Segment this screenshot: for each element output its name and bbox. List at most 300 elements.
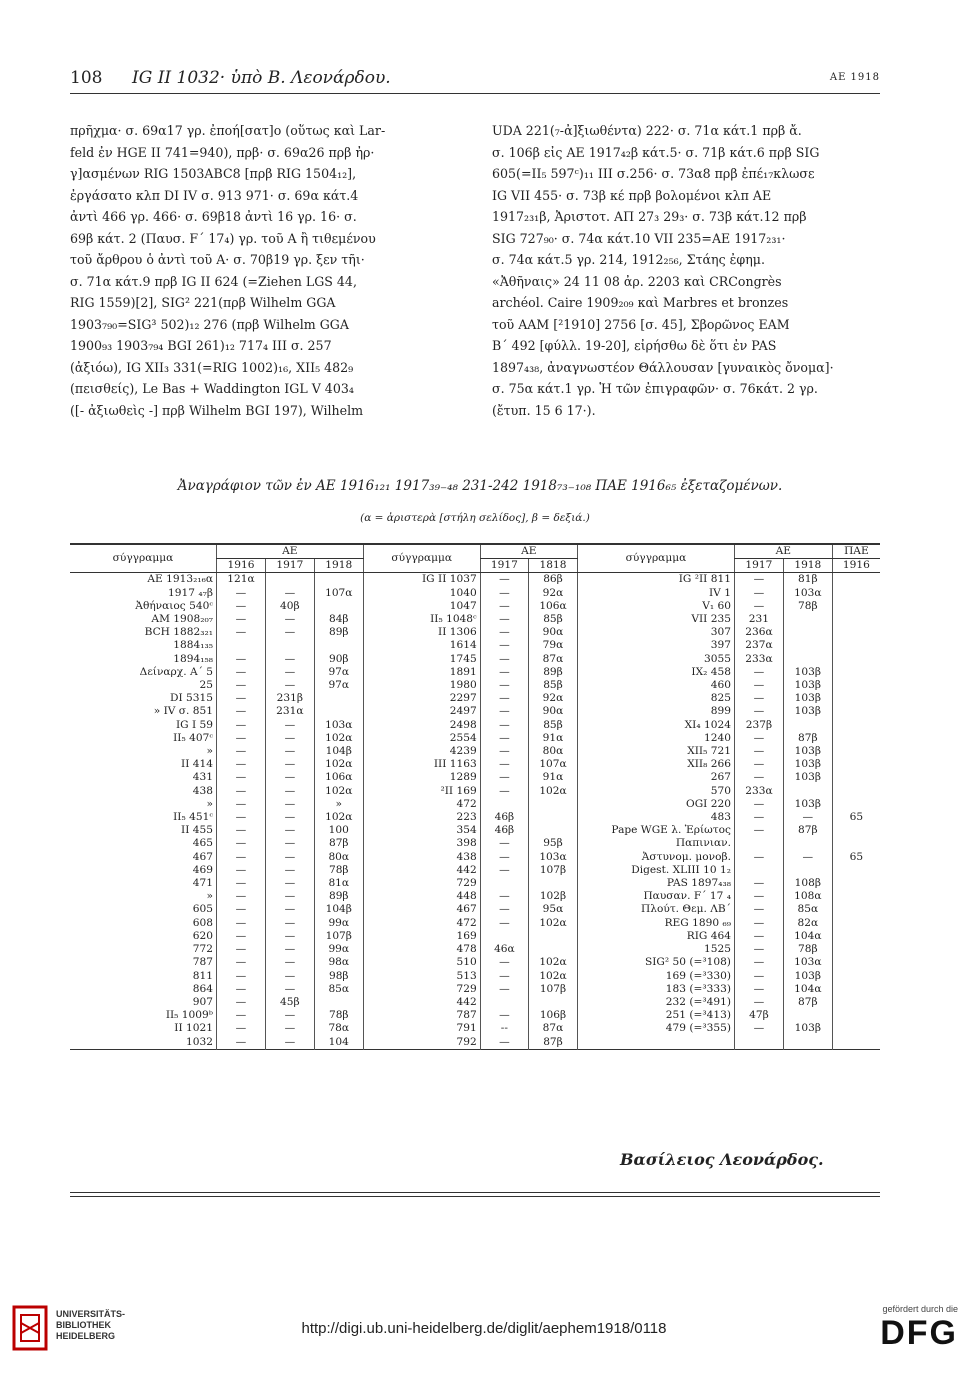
table-cell: » [206,797,213,810]
table-cell: IG II 1037 [363,573,480,587]
table-cell: 40β [265,600,314,613]
table-cell [577,1036,734,1050]
table-cell: — [265,930,314,943]
table-cell: 825 [577,692,734,705]
table-cell: 448 [363,890,480,903]
table-row [70,639,880,652]
table-cell: II₅ 407ᶜ [173,731,213,744]
table-cell: 107α [314,587,363,600]
table-cell: — [217,626,266,639]
table-cell: 80α [529,745,578,758]
table-cell: 25 [199,679,213,692]
table-cell: 103β [783,745,832,758]
table-cell: — [734,996,783,1009]
table-cell: — [217,837,266,850]
table-cell: 46β [480,824,528,837]
table-cell: 620 [192,929,213,942]
table-cell: — [217,785,266,798]
table-cell: — [734,771,783,784]
table-cell: — [734,956,783,969]
source-url-link[interactable]: http://digi.ub.uni-heidelberg.de/diglit/aephem1918/0118 [301,1320,667,1337]
table-cell: VII 235 [577,613,734,626]
table-cell [529,996,578,1009]
table-cell: — [734,705,783,718]
table-cell: — [265,877,314,890]
table-cell [783,626,832,639]
table-cell [832,877,880,890]
table-cell: 87β [529,1036,578,1050]
table-cell [832,653,880,666]
table-cell: — [480,692,528,705]
table-cell: 102α [314,785,363,798]
col-header-syggramma-3: σύγγραμμα [577,544,734,573]
group-header-ae-1: ΑΕ [217,544,364,559]
table-cell: — [734,877,783,890]
text-line: 1903₇₉₀=SIG³ 502)₁₂ 276 (πρβ Wilhelm GGA [70,316,349,332]
table-cell: 438 [192,784,213,797]
table-cell: 102α [529,956,578,969]
table-cell: 431 [192,771,213,784]
text-line: RIG 1559)[2], SIG² 221(πρβ Wilhelm GGA [70,295,336,310]
table-cell: 98β [314,970,363,983]
text-line: feld ἐν HGE II 741=940), πρβ· σ. 69α26 πρβ ἠρ· [70,144,375,160]
left-text-column [70,120,458,421]
table-cell: — [480,719,528,732]
table-cell: 65 [832,811,880,824]
table-cell: 102α [314,758,363,771]
table-cell [832,864,880,877]
table-row [70,943,880,956]
table-cell [832,917,880,930]
text-line: τοῦ ἄρθρου ὁ ἀντὶ τοῦ Α· σ. 70β19 γρ. ξεν τῆι· [70,252,365,267]
table-cell: — [480,626,528,639]
table-cell: 81α [314,877,363,890]
year-1917-b: 1917 [480,559,528,573]
table-cell: SIG² 50 (=³108) [577,956,734,969]
table-cell: IV 1 [577,587,734,600]
table-cell [832,666,880,679]
table-cell [832,983,880,996]
table-cell: 78α [314,1022,363,1035]
table-cell: — [265,798,314,811]
table-cell: 251 (=³413) [577,1009,734,1022]
table-cell: 90β [314,653,363,666]
table-cell: — [265,679,314,692]
table-cell: 85β [529,719,578,732]
table-cell: 103β [783,666,832,679]
table-cell: — [480,1009,528,1022]
table-cell [783,653,832,666]
table-cell [529,811,578,824]
table-cell [480,877,528,890]
year-1916-a: 1916 [217,559,266,573]
text-line: 1897₄₃₈, ἀναγνωστέον Θάλλουσαν [γυναικὸς ὄνομα]· [492,359,834,375]
table-cell: 1040 [363,587,480,600]
table-cell: IG I 59 [175,718,213,731]
table-cell: — [217,903,266,916]
table-cell: 237β [734,719,783,732]
table-cell [529,877,578,890]
table-cell: 864 [192,982,213,995]
table-cell: 467 [192,850,213,863]
table-cell [783,785,832,798]
table-cell: — [734,903,783,916]
table-row [70,732,880,745]
table-cell: 86β [529,573,578,587]
table-cell [832,943,880,956]
table-cell [832,587,880,600]
year-1917-a: 1917 [265,559,314,573]
table-cell: — [217,653,266,666]
table-row [70,679,880,692]
footer-rule-1 [70,1192,880,1193]
page-title: IG II 1032· ὑπὸ Β. Λεονάρδου. [132,68,391,88]
text-line: UDA 221(₇-ἀ]ξιωθέντα) 222· σ. 71α κάτ.1 πρβ ἄ. [492,123,802,138]
table-cell: 465 [192,837,213,850]
table-cell: 103α [314,719,363,732]
table-cell: 103α [783,587,832,600]
table-cell: 472 [363,798,480,811]
table-cell: — [480,679,528,692]
table-row [70,798,880,811]
table-cell: V₁ 60 [577,600,734,613]
table-row [70,758,880,771]
table-cell [734,864,783,877]
table-cell: 472 [363,917,480,930]
table-cell: 92α [529,692,578,705]
table-cell: XII₅ 721 [577,745,734,758]
table-cell: » [206,745,213,758]
table-cell: 1884₁₃₅ [173,639,213,652]
table-cell: — [265,758,314,771]
library-line-1: UNIVERSITÄTS- [56,1309,126,1319]
table-cell: — [217,692,266,705]
dfg-wordmark: DFG [880,1314,958,1352]
table-cell [832,1022,880,1035]
table-cell: 89β [314,890,363,903]
year-1818-b: 1818 [529,559,578,573]
table-row [70,851,880,864]
table-cell: — [734,1022,783,1035]
table-cell: 102α [529,970,578,983]
table-cell [832,930,880,943]
table-cell: 104α [783,983,832,996]
table-cell: OGI 220 [577,798,734,811]
table-cell [783,864,832,877]
table-cell [265,639,314,652]
table-cell: II 1306 [363,626,480,639]
table-cell: » [314,798,363,811]
table-cell: — [217,996,266,1009]
table-cell: 87β [314,837,363,850]
footer-rule-2 [70,1196,880,1197]
table-cell: — [734,970,783,983]
table-cell: — [734,930,783,943]
table-cell: 78β [314,864,363,877]
table-cell: XI₄ 1024 [577,719,734,732]
table-cell [832,996,880,1009]
table-cell: — [265,1022,314,1035]
table-row [70,1036,880,1050]
table-cell [832,903,880,916]
table-cell: — [734,679,783,692]
table-cell: RIG 464 [577,930,734,943]
table-cell: — [217,587,266,600]
table-cell: ²II 169 [363,785,480,798]
table-cell: 103β [783,692,832,705]
header-rule [70,93,880,94]
table-cell [832,1009,880,1022]
table-cell: 231 [734,613,783,626]
table-cell: 236α [734,626,783,639]
table-cell [832,719,880,732]
table-cell: 91α [529,771,578,784]
table-cell [832,771,880,784]
table-cell: — [265,1036,314,1050]
table-cell: — [734,917,783,930]
table-cell: 2497 [363,705,480,718]
table-cell: 106β [529,1009,578,1022]
table-cell: — [217,666,266,679]
table-cell: — [217,1036,266,1050]
table-cell: 78β [783,600,832,613]
table-cell: 1917 ₄₇β [168,586,213,599]
table-cell: — [217,864,266,877]
table-cell: II 414 [181,758,213,771]
table-row [70,705,880,718]
table-cell [783,719,832,732]
table-row [70,970,880,983]
table-cell: 307 [577,626,734,639]
table-cell: — [217,930,266,943]
text-line: Β΄ 492 [φύλλ. 19-20], εἰρήσθω δὲ ὅτι ἐν PAS [492,338,777,353]
table-cell: — [480,587,528,600]
table-cell: 87α [529,1022,578,1035]
table-cell [529,798,578,811]
table-cell: 513 [363,970,480,983]
table-cell: 1525 [577,943,734,956]
table-cell: — [783,851,832,864]
table-cell: 121α [217,573,266,587]
table-cell [832,956,880,969]
table-cell: — [217,798,266,811]
table-row [70,653,880,666]
table-cell: 1240 [577,732,734,745]
table-cell: — [734,758,783,771]
table-cell [832,626,880,639]
table-cell [832,785,880,798]
table-cell: 99α [314,917,363,930]
table-cell: 605 [192,903,213,916]
table-cell: 231β [265,692,314,705]
table-cell: 467 [363,903,480,916]
table-cell: 103β [783,679,832,692]
table-row [70,666,880,679]
text-line: σ. 75α κάτ.1 γρ. Ἡ τῶν ἐπιγραφῶν· σ. 76κάτ. 2 γρ. [492,381,818,396]
table-cell: — [265,890,314,903]
table-row [70,877,880,890]
table-cell [480,798,528,811]
table-cell: — [480,758,528,771]
table-cell: 2297 [363,692,480,705]
table-cell: 108α [783,890,832,903]
text-line: 69β κάτ. 2 (Παυσ. F΄ 17₄) γρ. τοῦ Α ἢ τιθεμένου [70,230,376,246]
table-cell: 87β [783,996,832,1009]
table-cell: 98α [314,956,363,969]
table-cell [832,732,880,745]
table-row [70,903,880,916]
year-1918-c: 1918 [783,559,832,573]
text-line: «Ἀθῆναις» 24 11 08 ἀρ. 2203 καὶ CRCongrès [492,273,782,289]
table-cell: 811 [192,969,213,982]
table-cell [314,692,363,705]
table-cell: 102α [314,732,363,745]
table-cell: 1891 [363,666,480,679]
table-cell: 729 [363,983,480,996]
table-cell: — [734,811,783,824]
table-cell: 45β [265,996,314,1009]
table-cell: 97α [314,666,363,679]
table-cell: 95β [529,837,578,850]
table-cell: 442 [363,996,480,1009]
table-cell: — [480,745,528,758]
table-cell: — [217,851,266,864]
right-text-column [492,120,880,421]
table-cell: — [734,732,783,745]
table-cell: — [265,837,314,850]
table-row [70,837,880,850]
table-cell: 3055 [577,653,734,666]
table-cell: — [265,613,314,626]
table-cell: — [734,692,783,705]
text-line: πρῆχμα· σ. 69α17 γρ. ἐποή[σατ]ο (οὕτως καὶ Lar- [70,123,386,138]
table-cell: 106α [314,771,363,784]
table-cell [314,705,363,718]
table-cell: — [480,573,528,587]
table-cell: 87β [783,824,832,837]
table-cell: Ἀθήναιος 540ᶜ [135,599,213,612]
table-cell: 787 [192,956,213,969]
table-cell: ΑΕ 1913₂₁₆α [147,573,213,586]
text-line: archéol. Caire 1909₂₀₉ καὶ Marbres et bronzes [492,295,789,310]
table-cell: — [480,983,528,996]
table-row [70,996,880,1009]
table-cell: — [734,983,783,996]
table-cell: 102α [529,917,578,930]
table-cell: 233α [734,785,783,798]
table-cell: — [480,851,528,864]
text-line: ἐργάσατο κλπ DI IV σ. 913 971· σ. 69α κάτ.4 [70,187,359,203]
table-cell: 90α [529,626,578,639]
table-cell: 267 [577,771,734,784]
table-row [70,890,880,903]
table-cell: — [265,903,314,916]
table-cell: PAS 1897₄₃₈ [577,877,734,890]
dfg-logo [846,1304,958,1364]
table-cell: Πλούτ. Θεμ. ΛΒ΄ [577,903,734,916]
table-cell: 104β [314,745,363,758]
table-cell: — [783,811,832,824]
table-cell: 1980 [363,679,480,692]
table-cell: — [265,811,314,824]
table-cell: — [217,877,266,890]
table-cell: — [265,824,314,837]
table-cell: 354 [363,824,480,837]
table-cell: REG 1890 ₆₉ [577,917,734,930]
table-cell: 729 [363,877,480,890]
table-cell: 397 [577,639,734,652]
table-cell: — [480,1036,528,1050]
table-cell: — [480,917,528,930]
table-cell: — [265,785,314,798]
table-cell: — [217,719,266,732]
table-cell: — [217,917,266,930]
table-cell [832,613,880,626]
table-cell: — [480,653,528,666]
col-header-syggramma-1: σύγγραμμα [70,544,217,573]
table-cell: 79α [529,639,578,652]
table-cell [217,639,266,652]
table-row [70,626,880,639]
table-cell: — [480,639,528,652]
table-cell [832,837,880,850]
table-cell: — [265,745,314,758]
table-cell: — [265,864,314,877]
table-cell: — [265,666,314,679]
table-cell [314,996,363,1009]
table-body [70,573,880,1049]
table-cell: 85α [783,903,832,916]
table-cell: 91α [529,732,578,745]
table-cell [529,930,578,943]
year-1917-c: 1917 [734,559,783,573]
table-cell [734,1036,783,1050]
table-cell: — [217,705,266,718]
table-cell: — [734,943,783,956]
table-cell: 233α [734,653,783,666]
table-cell: 232 (=³491) [577,996,734,1009]
table-row [70,811,880,824]
table-cell: 107β [529,864,578,877]
year-1918-a: 1918 [314,559,363,573]
table-cell: 104β [314,903,363,916]
table-cell [832,758,880,771]
table-cell: 80α [314,851,363,864]
table-legend: (α = ἀριστερὰ [στήλη σελίδος], β = δεξιά.) [360,512,590,524]
table-cell: 82α [783,917,832,930]
table-cell: XII₈ 266 [577,758,734,771]
table-cell: — [734,587,783,600]
text-line: IG VII 455· σ. 73β κέ πρβ βολομένοι κλπ ΑΕ [492,187,772,203]
table-row [70,983,880,996]
table-cell: 103β [783,771,832,784]
table-cell: — [265,653,314,666]
text-line: σ. 71α κάτ.9 πρβ IG II 624 (=Ziehen LGS 44, [70,273,357,289]
table-cell: — [217,811,266,824]
table-row [70,864,880,877]
table-cell: 103β [783,970,832,983]
table-cell: — [217,745,266,758]
table-cell: ΑΜ 1908₂₀₇ [151,613,213,626]
table-cell: 107β [314,930,363,943]
table-cell: II 455 [181,824,213,837]
table-cell [480,930,528,943]
table-row [70,824,880,837]
table-cell: 87α [529,653,578,666]
table-cell: Παπινιαν. [577,837,734,850]
funded-by-text: gefördert durch die [882,1304,958,1314]
table-cell: II₅ 451ᶜ [173,811,213,824]
